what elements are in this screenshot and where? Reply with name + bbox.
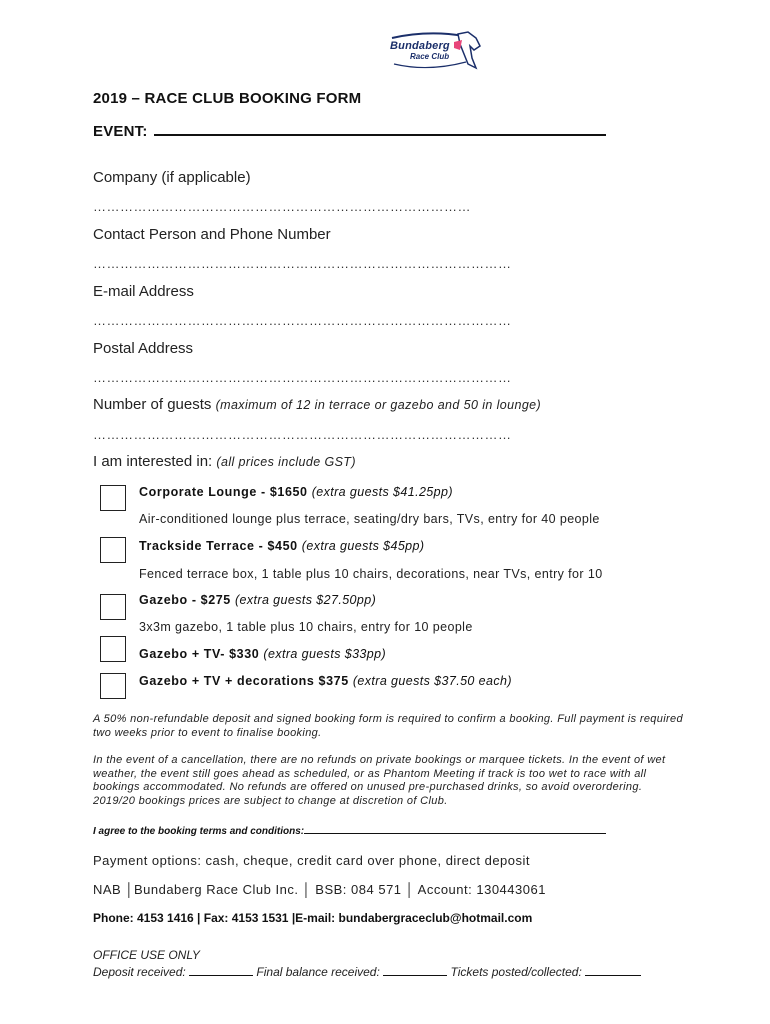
postal-address-label: Postal Address (93, 340, 194, 357)
final-balance-label: Final balance received: (256, 965, 380, 979)
logo-name: Bundaberg (390, 40, 450, 52)
logo-subtitle: Race Club (410, 52, 450, 61)
guests-note: (maximum of 12 in terrace or gazebo and 50 in lounge) (215, 398, 542, 412)
gazebo-checkbox[interactable] (100, 594, 126, 620)
gazebo-desc: 3x3m gazebo, 1 table plus 10 chairs, entry for 10 people (139, 620, 473, 634)
guests-input-line[interactable]: ………………………………………………………………………………… (93, 427, 512, 442)
gazebo-tv-checkbox[interactable] (100, 636, 126, 662)
deposit-received-blank[interactable] (189, 965, 253, 976)
payment-options: Payment options: cash, cheque, credit card over phone, direct deposit (93, 853, 531, 868)
event-label: EVENT: (93, 123, 148, 140)
guests-label: Number of guests (maximum of 12 in terrace or gazebo and 50 in lounge) (93, 396, 542, 413)
bank-details: NAB │Bundaberg Race Club Inc. │ BSB: 084 571 │ Account: 130443061 (93, 882, 546, 897)
deposit-received-label: Deposit received: (93, 965, 186, 979)
event-blank-line[interactable] (154, 120, 606, 136)
gazebo-tv-decorations-title: Gazebo + TV + decorations $375 (extra guests $37.50 each) (139, 674, 512, 688)
office-use-heading: OFFICE USE ONLY (93, 948, 200, 962)
corporate-lounge-checkbox[interactable] (100, 485, 126, 511)
tickets-blank[interactable] (585, 965, 641, 976)
contact-person-input-line[interactable]: ………………………………………………………………………………… (93, 256, 512, 271)
final-balance-blank[interactable] (383, 965, 447, 976)
contact-person-label: Contact Person and Phone Number (93, 226, 331, 243)
company-label: Company (if applicable) (93, 169, 251, 186)
corporate-lounge-desc: Air-conditioned lounge plus terrace, seating/dry bars, TVs, entry for 40 people (139, 512, 600, 526)
tickets-label: Tickets posted/collected: (450, 965, 582, 979)
company-input-line[interactable]: ………………………………………………………………………… (93, 199, 471, 214)
corporate-lounge-title: Corporate Lounge - $1650 (extra guests $41.25pp) (139, 485, 453, 499)
cancellation-terms: In the event of a cancellation, there are no refunds on private bookings or marquee tickets. In the event of wet weather, the event still goes ahead as scheduled, or as Phantom Meeting if track is too wet to race with all bookings accommodated. No refunds are offered on unused pre-purchased drinks, so avoid overordering. 2019/20 bookings prices are subject to change at discretion of Club. (93, 754, 666, 807)
email-input-line[interactable]: ………………………………………………………………………………… (93, 313, 512, 328)
gazebo-tv-title: Gazebo + TV- $330 (extra guests $33pp) (139, 647, 387, 661)
agree-terms-field[interactable] (93, 824, 606, 837)
trackside-terrace-checkbox[interactable] (100, 537, 126, 563)
office-use-row (93, 965, 641, 979)
gazebo-title: Gazebo - $275 (extra guests $27.50pp) (139, 593, 377, 607)
postal-address-input-line[interactable]: ………………………………………………………………………………… (93, 370, 512, 385)
gazebo-tv-decorations-checkbox[interactable] (100, 673, 126, 699)
event-field[interactable] (93, 120, 606, 140)
form-title: 2019 – RACE CLUB BOOKING FORM (93, 90, 362, 107)
interest-note: (all prices include GST) (216, 455, 356, 469)
interest-label: I am interested in: (all prices include GST) (93, 453, 356, 470)
agree-terms-label: I agree to the booking terms and conditions: (93, 826, 305, 837)
agree-signature-line[interactable] (304, 824, 606, 834)
club-logo (388, 28, 484, 72)
trackside-terrace-desc: Fenced terrace box, 1 table plus 10 chairs, decorations, near TVs, entry for 10 (139, 567, 603, 581)
contact-details: Phone: 4153 1416 | Fax: 4153 1531 |E-mail: bundabergraceclub@hotmail.com (93, 911, 533, 925)
deposit-terms: A 50% non-refundable deposit and signed booking form is required to confirm a booking. Full payment is required two weeks prior to event to finalise booking. (93, 713, 683, 739)
email-label: E-mail Address (93, 283, 194, 300)
trackside-terrace-title: Trackside Terrace - $450 (extra guests $45pp) (139, 539, 425, 553)
